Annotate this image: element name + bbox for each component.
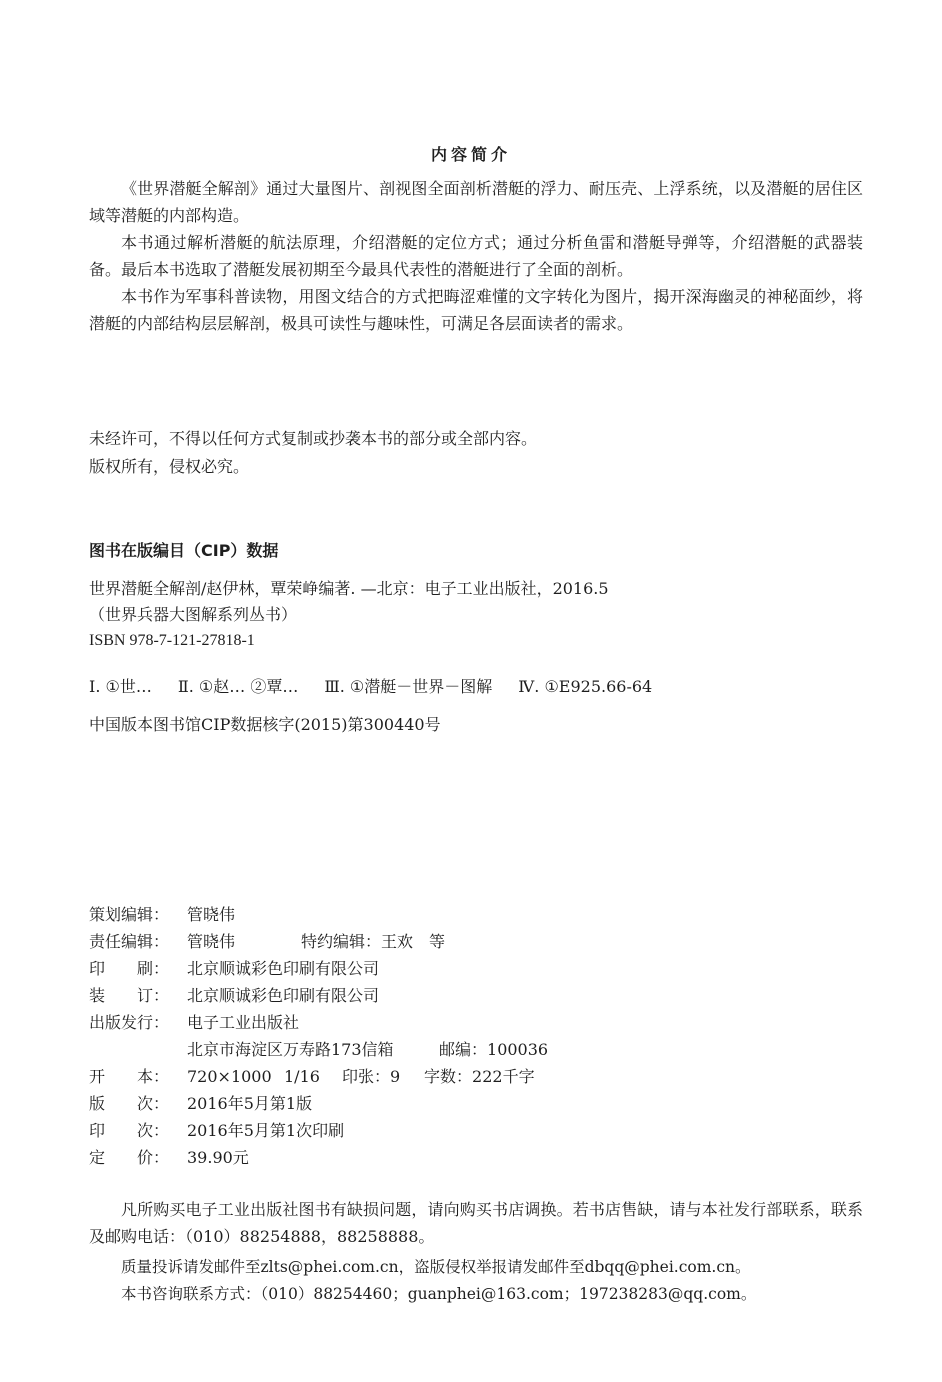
summary-paragraph-1: 《世界潜艇全解剖》通过大量图片、剖视图全面剖析潜艇的浮力、耐压壳、上浮系统，以及潜艇的居住区域等潜艇的内部构造。 xyxy=(89,179,863,225)
cip-title: 图书在版编目（CIP）数据 xyxy=(89,541,279,560)
credit-words-value: 222千字 xyxy=(472,1067,535,1086)
cip-library-record: 中国版本图书馆CIP数据核字(2015)第300440号 xyxy=(89,715,441,734)
credit-edition-value: 2016年5月第1版 xyxy=(187,1094,313,1113)
credit-printing-label: 印 刷： xyxy=(89,959,170,978)
notice-complaint: 质量投诉请发邮件至zlts@phei.com.cn，盗版侵权举报请发邮件至dbqq@phei.com.cn。 xyxy=(121,1258,751,1276)
cip-class-i: Ⅰ. ①世… xyxy=(89,677,152,696)
credit-editor-value: 管晓伟 xyxy=(187,932,236,951)
credit-format-fold: 1/16 xyxy=(284,1067,320,1086)
cip-series: （世界兵器大图解系列丛书） xyxy=(89,605,298,624)
credit-sheets-value: 9 xyxy=(390,1067,401,1086)
notice-contact: 本书咨询联系方式：（010）88254460；guanphei@163.com；197238283@qq.com。 xyxy=(121,1285,757,1303)
credit-address-value: 北京市海淀区万寿路173信箱 xyxy=(187,1040,394,1059)
credit-impression-value: 2016年5月第1次印刷 xyxy=(187,1121,345,1140)
credit-edition xyxy=(89,1091,312,1117)
credit-editor-label: 责任编辑： xyxy=(89,932,170,951)
credit-special-editor-value: 王欢 等 xyxy=(381,932,446,951)
credit-binding-label: 装 订： xyxy=(89,986,170,1005)
credit-impression xyxy=(89,1118,344,1144)
credit-planning xyxy=(89,902,235,928)
credit-format xyxy=(89,1064,535,1090)
credit-format-size: 720×1000 xyxy=(187,1067,272,1086)
copyright-notice: 未经许可，不得以任何方式复制或抄袭本书的部分或全部内容。 xyxy=(89,429,538,448)
credit-editor xyxy=(89,929,445,955)
notice-paragraph: 凡所购买电子工业出版社图书有缺损问题，请向购买书店调换。若书店售缺，请与本社发行部联系，联系及邮购电话：（010）88254888，88258888。 xyxy=(89,1200,863,1246)
summary-paragraph-2: 本书通过解析潜艇的航法原理，介绍潜艇的定位方式；通过分析鱼雷和潜艇导弹等，介绍潜艇的武器装备。最后本书选取了潜艇发展初期至今最具代表性的潜艇进行了全面的剖析。 xyxy=(89,233,863,279)
credit-price-value: 39.90元 xyxy=(187,1148,249,1167)
cip-isbn: ISBN 978-7-121-27818-1 xyxy=(89,632,255,649)
credit-impression-label: 印 次： xyxy=(89,1121,170,1140)
credit-publisher-label: 出版发行： xyxy=(89,1013,170,1032)
credit-planning-value: 管晓伟 xyxy=(187,905,236,924)
credit-postcode-label: 邮编： xyxy=(439,1040,488,1059)
cip-book-entry: 世界潜艇全解剖/赵伊林，覃荣峥编著. —北京：电子工业出版社，2016.5 xyxy=(89,579,609,598)
credit-postcode-value: 100036 xyxy=(487,1040,549,1059)
credit-sheets-label: 印张： xyxy=(342,1067,391,1086)
cip-classification xyxy=(89,674,652,700)
credit-edition-label: 版 次： xyxy=(89,1094,170,1113)
credit-address xyxy=(187,1037,548,1063)
credit-binding xyxy=(89,983,379,1009)
credit-special-editor-label: 特约编辑： xyxy=(301,932,382,951)
credit-planning-label: 策划编辑： xyxy=(89,905,170,924)
credit-printing xyxy=(89,956,379,982)
cip-class-ii: Ⅱ. ①赵… ②覃… xyxy=(177,677,299,696)
credit-price xyxy=(89,1145,249,1171)
cip-class-iv: Ⅳ. ①E925.66-64 xyxy=(518,677,653,696)
credit-price-label: 定 价： xyxy=(89,1148,170,1167)
credit-printing-value: 北京顺诚彩色印刷有限公司 xyxy=(187,959,380,978)
cip-class-iii: Ⅲ. ①潜艇－世界－图解 xyxy=(324,677,493,696)
credit-publisher xyxy=(89,1010,299,1036)
credit-publisher-value: 电子工业出版社 xyxy=(187,1013,300,1032)
summary-paragraph-3: 本书作为军事科普读物，用图文结合的方式把晦涩难懂的文字转化为图片，揭开深海幽灵的神秘面纱，将潜艇的内部结构层层解剖，极具可读性与趣味性，可满足各层面读者的需求。 xyxy=(89,287,863,333)
credit-format-label: 开 本： xyxy=(89,1067,170,1086)
credit-binding-value: 北京顺诚彩色印刷有限公司 xyxy=(187,986,380,1005)
summary-title: 内容简介 xyxy=(430,145,511,164)
credit-words-label: 字数： xyxy=(424,1067,473,1086)
copyright-reserved: 版权所有，侵权必究。 xyxy=(89,457,250,476)
